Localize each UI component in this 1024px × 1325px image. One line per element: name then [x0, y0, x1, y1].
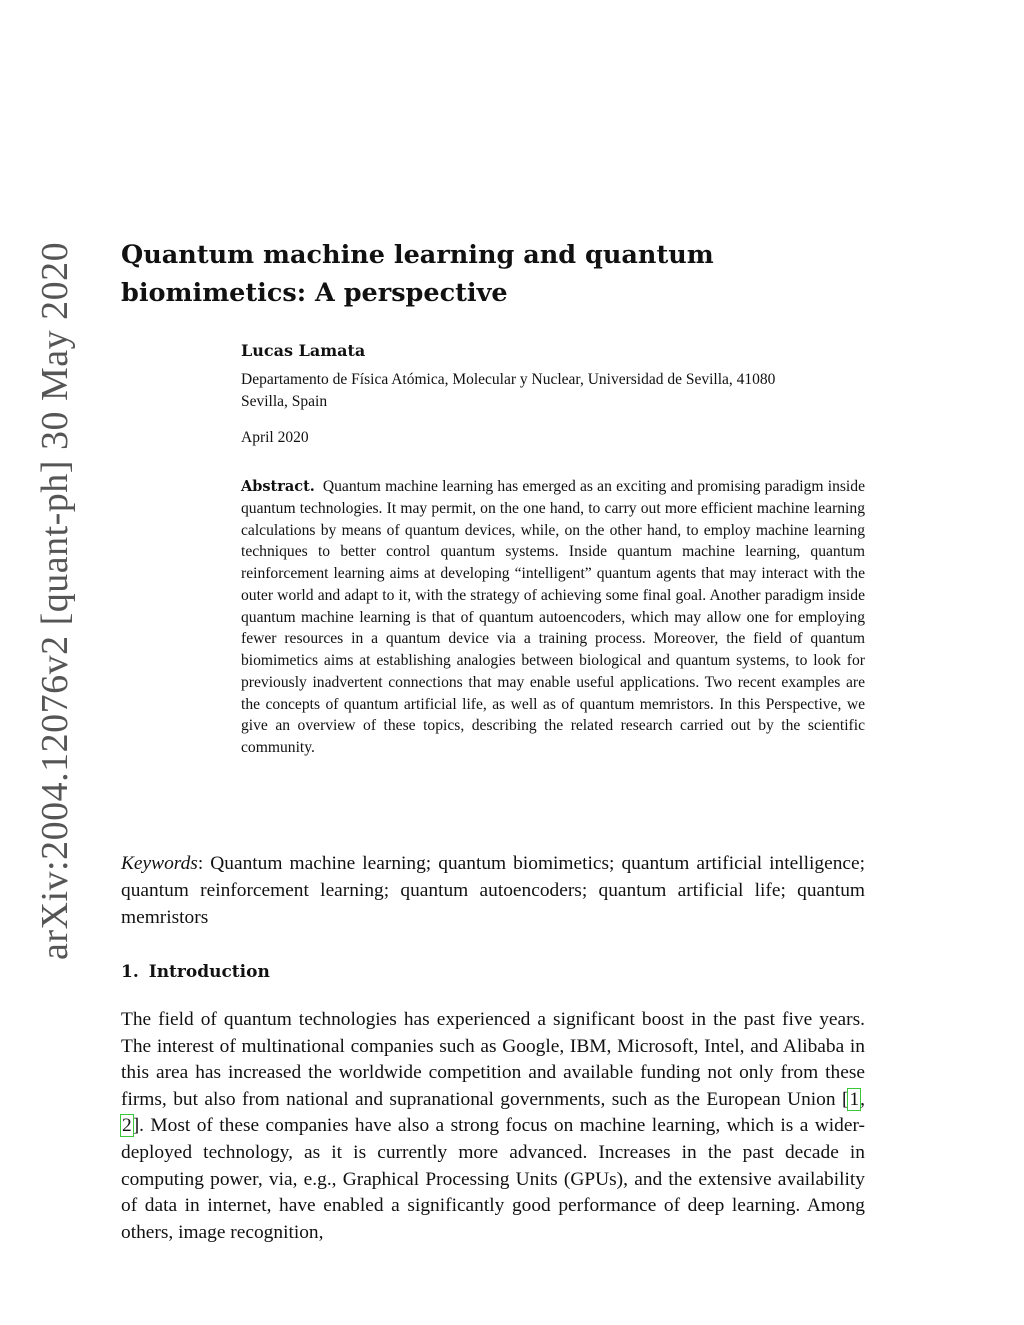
arxiv-identifier: arXiv:2004.12076v2 [quant-ph] 30 May 2020 [34, 241, 76, 960]
paper-title [121, 236, 821, 312]
citation-link-2[interactable]: 2 [122, 1115, 132, 1137]
keywords-label: Keywords [121, 853, 198, 874]
title-line-2: biomimetics: A perspective [121, 278, 508, 308]
section-number: 1. [121, 962, 139, 982]
citation-link-1[interactable]: 1 [849, 1088, 860, 1110]
abstract-label: Abstract. [241, 478, 315, 495]
citation-separator: , [860, 1088, 865, 1110]
author-affiliation [241, 369, 866, 413]
body-text-part-2: ]. Most of these companies have also a strong focus on machine learning, which is a wider-deployed technology, as it is currently more advanced. Increases in the past decade in computing power, via, e.g., Graphical Processing Units (GPUs), and the extensive availability of data in internet, have enabled a significantly good performance of deep learning. Among others, image recognition, [121, 1115, 865, 1243]
abstract-text: Quantum machine learning has emerged as an exciting and promising paradigm inside quantum technologies. It may permit, on the one hand, to carry out more efficient machine learning calculations by means of quantum devices, while, on the other hand, to employ machine learning techniques to better control quantum systems. Inside quantum machine learning, quantum reinforcement learning aims at developing “intelligent” quantum agents that may interact with the outer world and adapt to it, with the strategy of achieving some final goal. Another paradigm inside quantum machine learning is that of quantum autoencoders, which may allow one for employing fewer resources in a quantum device via a training process. Moreover, the field of quantum biomimetics aims at establishing analogies between biological and quantum systems, to look for previously inadvertent connections that may enable useful applications. Two recent examples are the concepts of quantum artificial life, as well as of quantum memristors. In this Perspective, we give an overview of these topics, describing the related research carried out by the scientific community. [241, 478, 865, 756]
body-text-part-1: The field of quantum technologies has experienced a significant boost in the past five years. The interest of multinational companies such as Google, IBM, Microsoft, Intel, and Alibaba in this area has increased the worldwide competition and available funding not only from these firms, but also from national and supranational governments, such as the European Union [ [121, 1009, 865, 1110]
publication-date: April 2020 [241, 429, 309, 446]
section-title: Introduction [148, 962, 270, 982]
keywords-text: : Quantum machine learning; quantum biomimetics; quantum artificial intelligence; quantum reinforcement learning; quantum autoencoders; quantum artificial life; quantum memristors [121, 853, 865, 928]
introduction-paragraph [121, 1007, 865, 1246]
affiliation-line-2: Sevilla, Spain [241, 393, 328, 410]
title-line-1: Quantum machine learning and quantum [121, 240, 714, 270]
author-name: Lucas Lamata [241, 341, 366, 360]
abstract [241, 476, 865, 759]
keywords [121, 850, 865, 931]
section-heading-introduction [121, 962, 270, 982]
affiliation-line-1: Departamento de Física Atómica, Molecular y Nuclear, Universidad de Sevilla, 41080 [241, 371, 776, 388]
